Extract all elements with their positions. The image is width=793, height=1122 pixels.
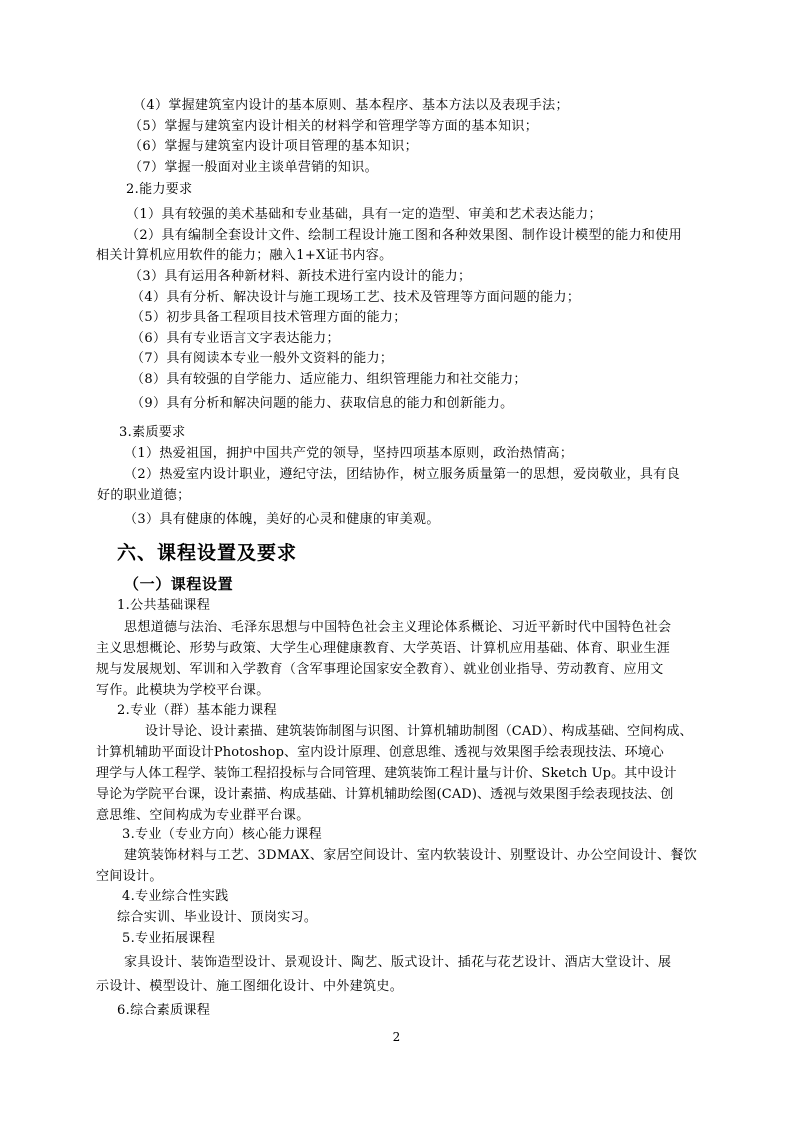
core-line-2: 空间设计。 — [96, 869, 163, 884]
quality-heading: 3.素质要求 — [119, 425, 186, 440]
practice-heading: 4.专业综合性实践 — [122, 889, 229, 904]
ability-item-4: （4）具有分析、解决设计与施工现场工艺、技术及管理等方面问题的能力； — [131, 290, 581, 305]
extension-heading: 5.专业拓展课程 — [122, 931, 216, 946]
ability-item-3: （3）具有运用各种新材料、新技术进行室内设计的能力； — [129, 269, 472, 284]
quality-item-2-line-2: 好的职业道德； — [97, 488, 191, 503]
professional-basic-line-1: 设计导论、设计素描、建筑装饰制图与识图、计算机辅助制图（CAD）、构成基础、空间构成、 — [145, 724, 693, 739]
extension-line-2: 示设计、模型设计、施工图细化设计、中外建筑史。 — [96, 979, 404, 994]
ability-item-6: （6）具有专业语言文字表达能力； — [131, 331, 340, 346]
core-line-1: 建筑装饰材料与工艺、3DMAX、家居空间设计、室内软装设计、别墅设计、办公空间设计、餐饮 — [124, 848, 698, 863]
section-title: 六、课程设置及要求 — [117, 542, 298, 564]
subsection-title: （一）课程设置 — [124, 575, 234, 593]
public-basic-line-3: 规与发展规划、军训和入学教育（含军事理论国家安全教育）、就业创业指导、劳动教育、应用文 — [96, 662, 664, 677]
quality-item-1: （1）热爱祖国，拥护中国共产党的领导，坚持四项基本原则，政治热情高； — [124, 446, 574, 461]
knowledge-item-4: （4）掌握建筑室内设计的基本原则、基本程序、基本方法以及表现手法； — [133, 98, 569, 113]
public-basic-line-1: 思想道德与法治、毛泽东思想与中国特色社会主义理论体系概论、习近平新时代中国特色社会 — [124, 620, 672, 635]
professional-basic-line-4: 导论为学院平台课，设计素描、构成基础、计算机辅助绘图(CAD)、透视与效果图手绘表现技法、创 — [96, 787, 674, 802]
comprehensive-heading: 6.综合素质课程 — [117, 1003, 211, 1018]
ability-item-5: （5）初步具备工程项目技术管理方面的能力； — [131, 310, 407, 325]
ability-item-9: （9）具有分析和解决问题的能力、获取信息的能力和创新能力。 — [131, 396, 514, 411]
public-basic-line-2: 主义思想概论、形势与政策、大学生心理健康教育、大学英语、计算机应用基础、体育、职业生涯 — [96, 641, 671, 656]
practice-line: 综合实训、毕业设计、顶岗实习。 — [117, 910, 318, 925]
extension-line-1: 家具设计、装饰造型设计、景观设计、陶艺、版式设计、插花与花艺设计、酒店大堂设计、展 — [124, 955, 672, 970]
ability-item-7: （7）具有阅读本专业一般外文资料的能力； — [131, 351, 394, 366]
professional-basic-line-2: 计算机辅助平面设计Photoshop、室内设计原理、创意思维、透视与效果图手绘表现技法、环境心 — [96, 745, 664, 760]
quality-item-2-line-1: （2）热爱室内设计职业，遵纪守法，团结协作，树立服务质量第一的思想，爱岗敬业，具有良 — [124, 467, 680, 482]
ability-heading: 2.能力要求 — [126, 182, 193, 197]
knowledge-item-6: （6）掌握与建筑室内设计项目管理的基本知识； — [129, 139, 418, 154]
page-number: 2 — [392, 1030, 401, 1044]
knowledge-item-5: （5）掌握与建筑室内设计相关的材料学和管理学等方面的基本知识； — [129, 119, 539, 134]
public-basic-line-4: 写作。此模块为学校平台课。 — [96, 683, 270, 698]
ability-item-8: （8）具有较强的自学能力、适应能力、组织管理能力和社交能力； — [131, 372, 527, 387]
public-basic-heading: 1.公共基础课程 — [117, 598, 211, 613]
core-heading: 3.专业（专业方向）核心能力课程 — [122, 827, 323, 842]
ability-item-1: （1）具有较强的美术基础和专业基础，具有一定的造型、审美和艺术表达能力； — [126, 207, 602, 222]
ability-item-2-line-2: 相关计算机应用软件的能力；融入1+X证书内容。 — [96, 248, 393, 263]
knowledge-item-7: （7）掌握一般面对业主谈单营销的知识。 — [129, 160, 378, 175]
professional-basic-heading: 2.专业（群）基本能力课程 — [117, 703, 277, 718]
professional-basic-line-3: 理学与人体工程学、装饰工程招投标与合同管理、建筑装饰工程计量与计价、Sketch Up。其中设计 — [96, 766, 677, 781]
ability-item-2-line-1: （2）具有编制全套设计文件、绘制工程设计施工图和各种效果图、制作设计模型的能力和使用 — [126, 228, 682, 243]
professional-basic-line-5: 意思维、空间构成为专业群平台课。 — [96, 808, 310, 823]
quality-item-3: （3）具有健康的体魄，美好的心灵和健康的审美观。 — [124, 512, 440, 527]
